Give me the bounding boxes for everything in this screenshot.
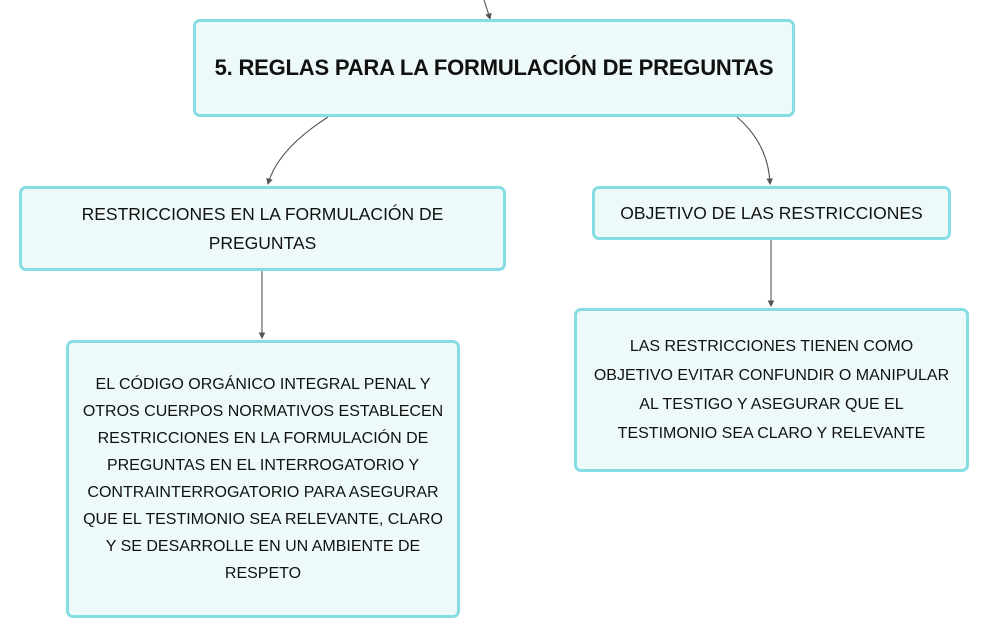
connector-root-to-left bbox=[268, 117, 328, 184]
connector-root-to-right bbox=[737, 117, 770, 184]
restrictions-topic-label: RESTRICCIONES EN LA FORMULACIÓN DE PREGUNTAS bbox=[81, 203, 444, 253]
objective-detail-node[interactable] bbox=[574, 308, 969, 472]
restrictions-detail-text: EL CÓDIGO ORGÁNICO INTEGRAL PENAL Y OTROS CUERPOS NORMATIVOS ESTABLECEN RESTRICCIONES EN LA FORMULACIÓN DE PREGUNTAS EN EL INTERROGATORIO Y CONTRAINTERROGATORIO PARA ASEGURAR QUE EL TESTIMONIO SEA RELEVANTE, CLARO Y SE DESARROLLE EN UN AMBIENTE DE RESPETO bbox=[82, 376, 444, 582]
root-topic-label: 5. REGLAS PARA LA FORMULACIÓN DE PREGUNTAS bbox=[214, 55, 774, 80]
objective-topic-label: OBJETIVO DE LAS RESTRICCIONES bbox=[620, 202, 923, 223]
restrictions-topic-node[interactable] bbox=[19, 186, 506, 271]
root-topic-node[interactable] bbox=[193, 19, 795, 117]
objective-detail-text: LAS RESTRICCIONES TIENEN COMO OBJETIVO EVITAR CONFUNDIR O MANIPULAR AL TESTIGO Y ASEGURAR QUE EL TESTIMONIO SEA CLARO Y RELEVANTE bbox=[593, 338, 950, 442]
restrictions-detail-node[interactable] bbox=[66, 340, 460, 618]
connector-parent-to-root bbox=[484, 0, 490, 19]
objective-topic-node[interactable] bbox=[592, 186, 951, 240]
